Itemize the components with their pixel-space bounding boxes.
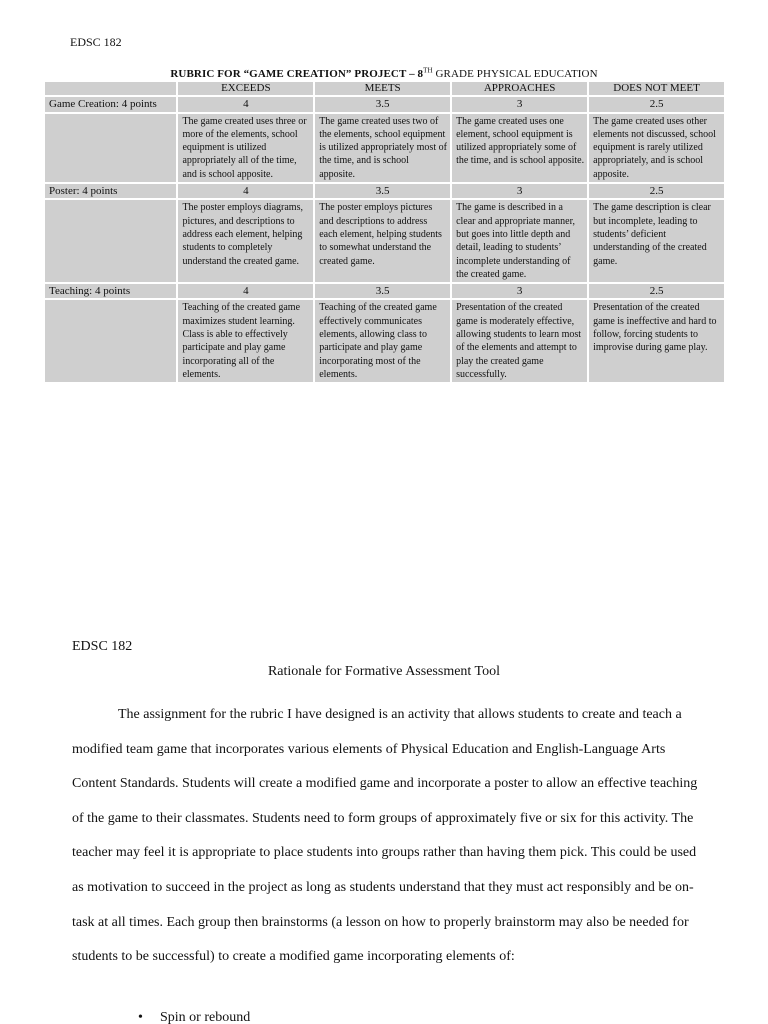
header-does-not-meet: DOES NOT MEET [589, 82, 724, 97]
header-exceeds: EXCEEDS [178, 82, 313, 97]
description-cell: Teaching of the created game effectively communicates elements, allowing class to participate and play game incorporating most of the elements. [315, 300, 450, 384]
description-blank-cell [45, 200, 176, 284]
course-code-header: EDSC 182 [70, 35, 122, 49]
description-cell: Presentation of the created game is ineffective and hard to follow, forcing students to improvise during game play. [589, 300, 724, 384]
score-cell: 2.5 [589, 184, 724, 200]
score-row-teaching [45, 284, 724, 300]
description-row-game-creation [45, 114, 724, 184]
category-teaching: Teaching: 4 points [45, 284, 176, 300]
category-game-creation: Game Creation: 4 points [45, 97, 176, 113]
header-blank-cell [45, 82, 176, 97]
description-cell: The game created uses three or more of the elements, school equipment is utilized appropriately all of the time, and is school apposite. [178, 114, 313, 184]
bullet-symbol: • [138, 1010, 143, 1024]
description-cell: The poster employs pictures and descriptions to address each element, helping students to somewhat understand the created game. [315, 200, 450, 284]
course-code-second-page: EDSC 182 [72, 639, 133, 654]
description-blank-cell [45, 114, 176, 184]
description-row-teaching [45, 300, 724, 384]
score-row-poster [45, 184, 724, 200]
rubric-header-row [45, 82, 724, 97]
description-cell: The game is described in a clear and appropriate manner, but goes into little depth and detail, leading to students’ incomplete understanding of the created game. [452, 200, 587, 284]
rationale-paragraph: The assignment for the rubric I have designed is an activity that allows students to create and teach a modified team game that incorporates various elements of Physical Education and English-Language Arts Content Standards. Students will create a modified game and incorporate a poster to allow an effective teaching of the game to their classmates. Students need to form groups of approximately five or six for this activity. The teacher may feel it is appropriate to place students into groups rather than having them pick. This could be used as motivation to succeed in the project as long as students understand that they must act responsibly and be on-task at all times. Each group then brainstorms (a lesson on how to properly brainstorm may also be needed for students to be successful) to create a modified game incorporating elements of: [72, 707, 698, 965]
rubric-title-rest: GRADE PHYSICAL EDUCATION [432, 68, 598, 80]
category-poster: Poster: 4 points [45, 184, 176, 200]
description-row-poster [45, 200, 724, 284]
description-cell: The game created uses two of the elements, school equipment is utilized appropriately most of the time, and is school apposite. [315, 114, 450, 184]
rubric-table [43, 82, 726, 384]
rubric-title-bold: RUBRIC FOR “GAME CREATION” PROJECT – 8 [170, 68, 424, 80]
rubric-title-superscript: TH [423, 66, 433, 75]
description-cell: Presentation of the created game is moderately effective, allowing students to learn most of the elements and attempt to play the created game successfully. [452, 300, 587, 384]
score-cell: 3.5 [315, 284, 450, 300]
score-row-game-creation [45, 97, 724, 113]
score-cell: 3 [452, 184, 587, 200]
header-meets: MEETS [315, 82, 450, 97]
description-blank-cell [45, 300, 176, 384]
score-cell: 4 [178, 97, 313, 113]
description-cell: Teaching of the created game maximizes student learning. Class is able to effectively participate and play game incorporating all of the elements. [178, 300, 313, 384]
rubric-title [0, 68, 768, 80]
score-cell: 3.5 [315, 184, 450, 200]
header-approaches: APPROACHES [452, 82, 587, 97]
description-cell: The poster employs diagrams, pictures, and descriptions to address each element, helping students to completely understand the created game. [178, 200, 313, 284]
bullet-text: Spin or rebound [160, 1010, 251, 1024]
description-cell: The game created uses other elements not discussed, school equipment is rarely utilized appropriately, and is school apposite. [589, 114, 724, 184]
description-cell: The game created uses one element, school equipment is utilized appropriately some of the time, and is school apposite. [452, 114, 587, 184]
score-cell: 2.5 [589, 97, 724, 113]
score-cell: 3 [452, 284, 587, 300]
score-cell: 3.5 [315, 97, 450, 113]
score-cell: 3 [452, 97, 587, 113]
rationale-body [72, 698, 702, 975]
description-cell: The game description is clear but incomplete, leading to students’ deficient understanding of the created game. [589, 200, 724, 284]
score-cell: 2.5 [589, 284, 724, 300]
score-cell: 4 [178, 284, 313, 300]
score-cell: 4 [178, 184, 313, 200]
rationale-title: Rationale for Formative Assessment Tool [267, 664, 501, 679]
